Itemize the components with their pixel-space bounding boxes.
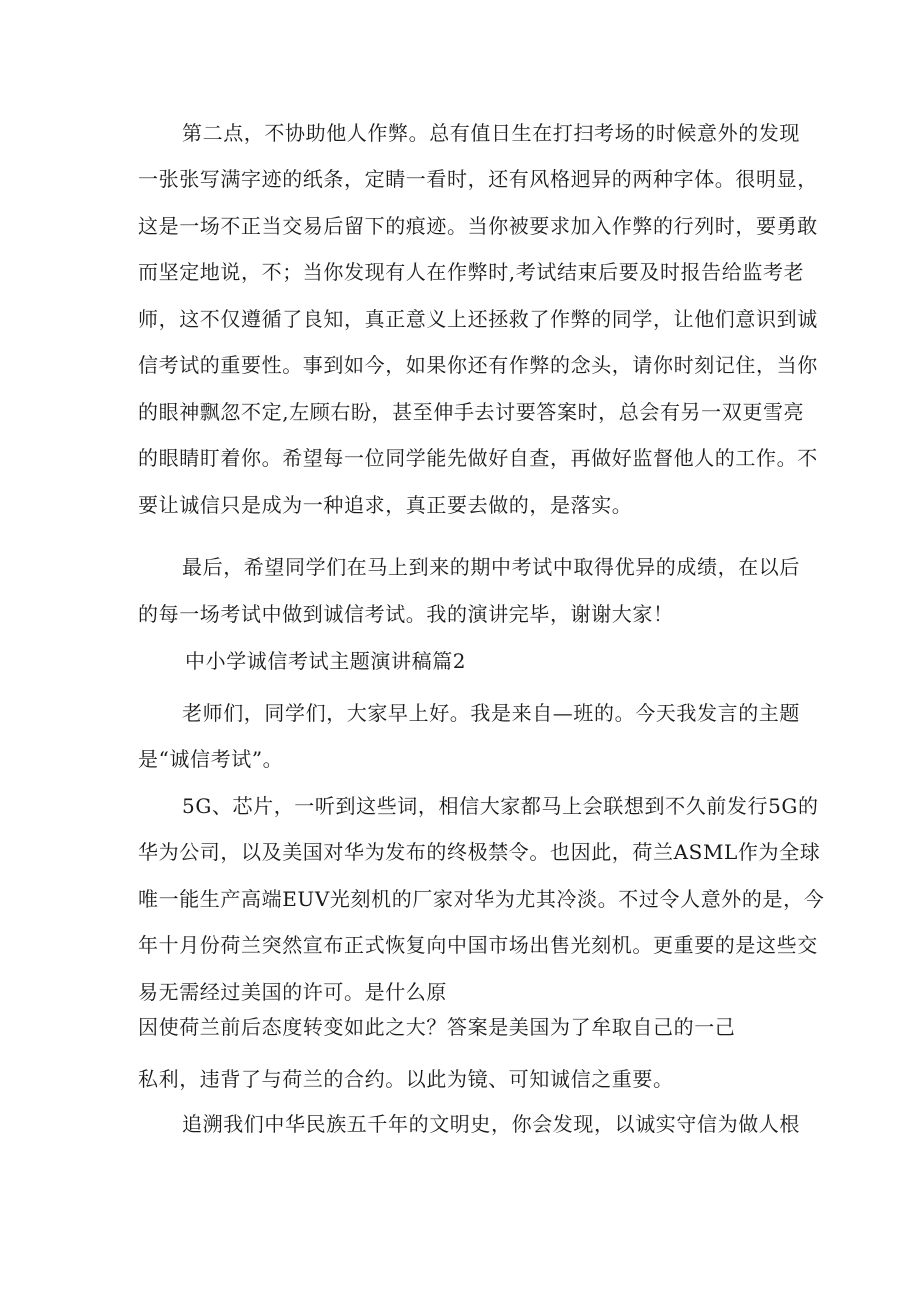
paragraph-line: 是“诚信考试”。 <box>138 747 284 771</box>
paragraph-line: 私利，违背了与荷兰的合约。以此为镜、可知诚信之重要。 <box>138 1067 674 1091</box>
paragraph-line: 而坚定地说，不；当你发现有人在作弊时,考试结束后要及时报告给监考老 <box>138 260 805 284</box>
paragraph-line: 要让诚信只是成为一种追求，真正要去做的，是落实。 <box>138 493 633 517</box>
paragraph-line: 第二点，不协助他人作弊。总有值日生在打扫考场的时候意外的发现 <box>182 121 800 145</box>
paragraph-line: 追溯我们中华民族五千年的文明史，你会发现，以诚实守信为做人根 <box>182 1112 800 1136</box>
section-heading: 中小学诚信考试主题演讲稿篇2 <box>185 649 467 673</box>
paragraph-line: 这是一场不正当交易后留下的痕迹。当你被要求加入作弊的行列时，要勇敢 <box>138 214 818 238</box>
paragraph-line: 师，这不仅遵循了良知，真正意义上还拯救了作弊的同学，让他们意识到诚 <box>138 307 818 331</box>
paragraph-line: 因使荷兰前后态度转变如此之大？答案是美国为了牟取自己的一己 <box>138 1015 736 1039</box>
paragraph-line: 易无需经过美国的许可。是什么原 <box>138 980 447 1004</box>
paragraph-line: 5G、芯片，一听到这些词，相信大家都马上会联想到不久前发行5G的 <box>182 794 819 818</box>
paragraph-line: 老师们，同学们，大家早上好。我是来自—班的。今天我发言的主题 <box>182 701 800 725</box>
paragraph-line: 的眼睛盯着你。希望每一位同学能先做好自查，再做好监督他人的工作。不 <box>138 446 818 470</box>
paragraph-line: 的眼神飘忽不定,左顾右盼，甚至伸手去讨要答案时，总会有另一双更雪亮 <box>138 400 805 424</box>
paragraph-line: 信考试的重要性。事到如今，如果你还有作弊的念头，请你时刻记住，当你 <box>138 353 818 377</box>
paragraph-line: 唯一能生产高端EUV光刻机的厂家对华为尤其冷淡。不过令人意外的是，今 <box>138 887 825 911</box>
paragraph-line: 年十月份荷兰突然宣布正式恢复向中国市场出售光刻机。更重要的是这些交 <box>138 933 818 957</box>
paragraph-line: 的每一场考试中做到诚信考试。我的演讲完毕，谢谢大家！ <box>138 602 674 626</box>
paragraph-line: 一张张写满字迹的纸条，定睛一看时，还有风格迥异的两种字体。很明显， <box>138 167 818 191</box>
paragraph-line: 华为公司，以及美国对华为发布的终极禁令。也因此，荷兰ASML作为全球 <box>138 840 821 864</box>
paragraph-line: 最后，希望同学们在马上到来的期中考试中取得优异的成绩，在以后 <box>182 555 800 579</box>
